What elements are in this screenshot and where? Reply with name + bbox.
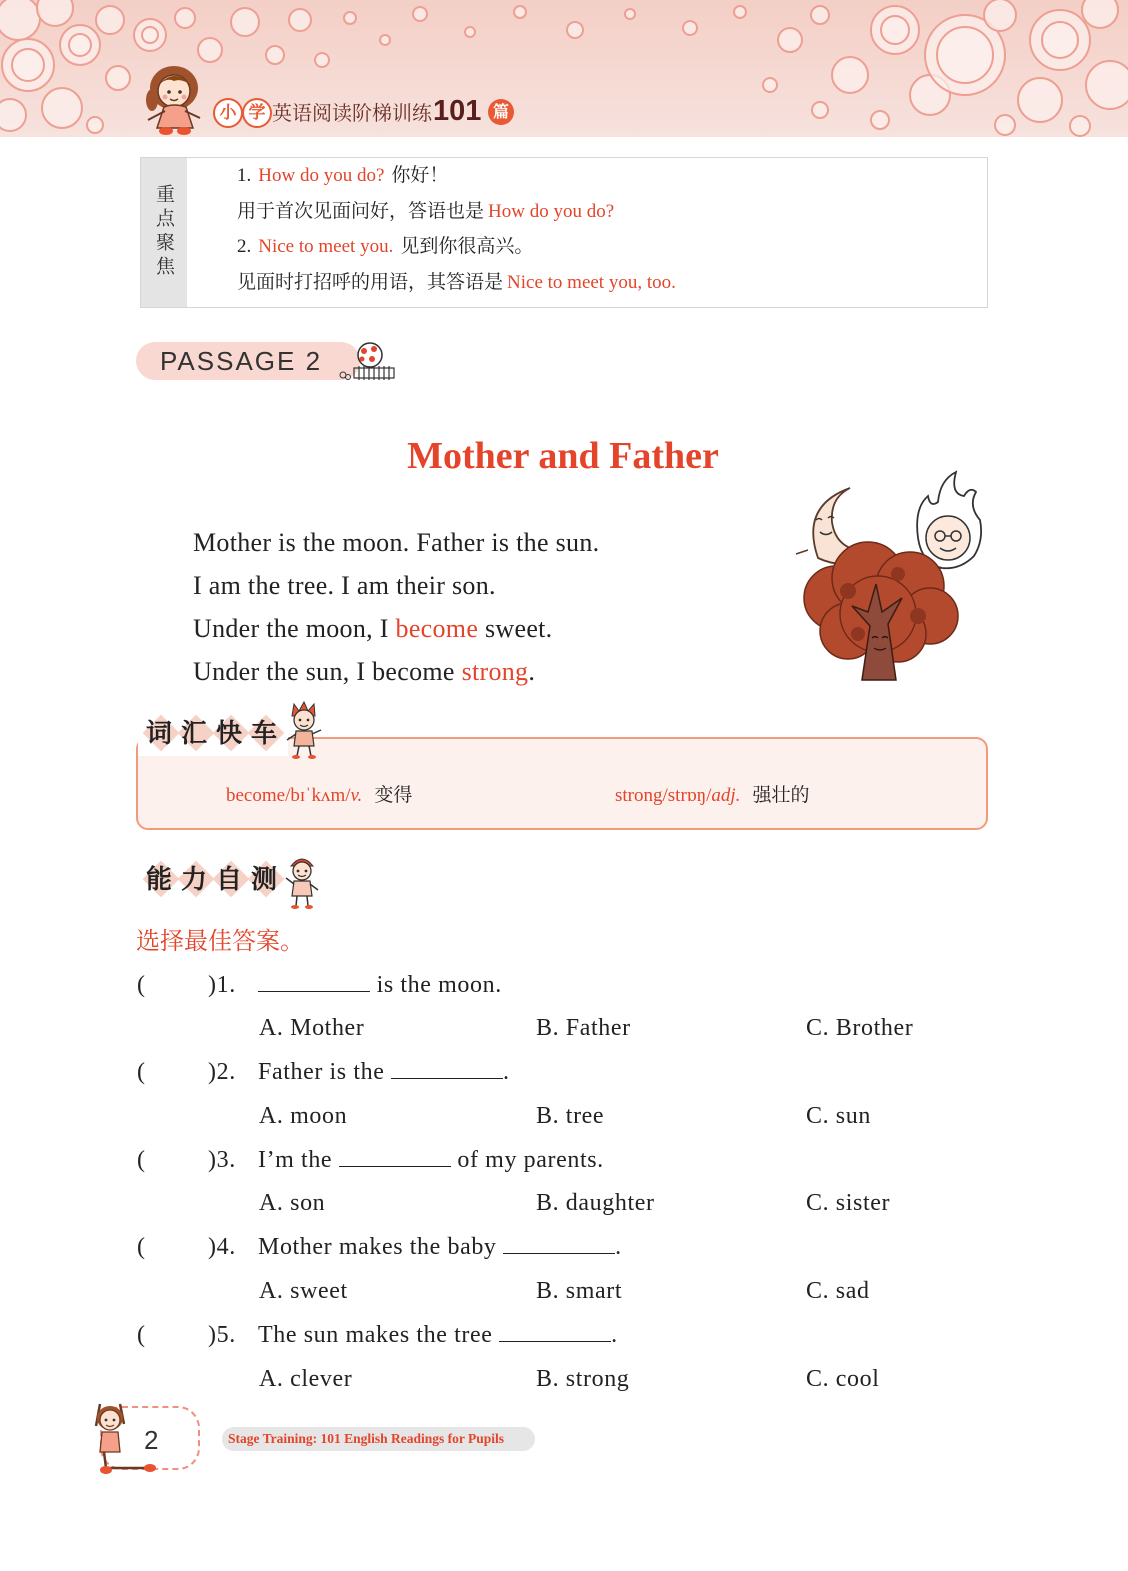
- question-number: 1.: [216, 972, 236, 998]
- key-focus-item-1: [237, 164, 448, 188]
- series-title-char-1: 小: [213, 98, 243, 128]
- vocabulary-heading: [138, 712, 288, 756]
- answer-bracket-open: (: [137, 1234, 146, 1260]
- option-a: A. moon: [259, 1103, 348, 1129]
- answer-bracket-close: )3.: [208, 1147, 236, 1173]
- answer-bracket-close: )1.: [208, 972, 236, 998]
- passage-title: Mother and Father: [407, 435, 719, 477]
- question-stem: The sun makes the tree .: [258, 1322, 618, 1348]
- item-meaning: 你好！: [391, 165, 449, 186]
- tree-fence-icon: [334, 339, 396, 383]
- vocab-meaning: 强壮的: [752, 784, 810, 806]
- answer-bracket-close: )2.: [208, 1059, 236, 1085]
- poem-line-1: Mother is the moon. Father is the sun.: [193, 528, 600, 557]
- highlighted-word: strong: [461, 657, 529, 686]
- question-number: 3.: [216, 1147, 236, 1173]
- answer-blank: [258, 971, 370, 992]
- answer-bracket-close: )5.: [208, 1322, 236, 1348]
- series-title-suffix: 篇: [488, 99, 514, 125]
- item-reply: Nice to meet you, too.: [507, 272, 676, 293]
- answer-blank: [503, 1233, 615, 1254]
- option-a: A. Mother: [259, 1015, 365, 1041]
- option-c: C. cool: [806, 1366, 880, 1392]
- question-4: [0, 1233, 1128, 1261]
- question-5-options: [0, 1365, 1128, 1393]
- poem-line-4: Under the sun, I become strong.: [193, 657, 536, 686]
- boy-mascot-icon: [284, 700, 324, 760]
- vocab-phonetic: /bɪˈkʌm/: [285, 785, 351, 806]
- key-focus-label-column: [141, 158, 187, 307]
- question-stem: Father is the .: [258, 1059, 510, 1085]
- girl-mascot-icon: [136, 58, 216, 136]
- vocab-word: become: [226, 785, 286, 806]
- key-focus-label: 重点聚焦: [153, 184, 175, 280]
- key-focus-note-1: [237, 200, 614, 224]
- passage-label-pill: [136, 342, 360, 380]
- passage-label: PASSAGE 2: [160, 346, 323, 376]
- answer-blank: [339, 1146, 451, 1167]
- question-number: 5.: [216, 1322, 236, 1348]
- item-number: 2.: [237, 236, 252, 257]
- kid-mascot-icon: [282, 852, 322, 910]
- exercise-heading-text: 能力自测: [146, 865, 287, 895]
- key-focus-item-2: [237, 235, 533, 259]
- option-a: A. son: [259, 1190, 326, 1216]
- moon-sun-tree-illustration-icon: [778, 466, 1002, 682]
- option-b: B. smart: [536, 1278, 623, 1304]
- question-3-options: [0, 1189, 1128, 1217]
- question-stem: I’m the of my parents.: [258, 1147, 604, 1173]
- exercise-heading: [138, 858, 288, 902]
- item-note: 用于首次见面问好，答语也是: [237, 201, 485, 222]
- vocabulary-entry-2: [615, 783, 809, 808]
- series-title-char-2: 学: [242, 98, 272, 128]
- question-2: [0, 1058, 1128, 1086]
- poem-line-3: Under the moon, I become sweet.: [193, 614, 553, 643]
- answer-bracket-open: (: [137, 1147, 146, 1173]
- question-1: [0, 971, 1128, 999]
- option-c: C. sun: [806, 1103, 871, 1129]
- option-c: C. Brother: [806, 1015, 914, 1041]
- option-b: B. Father: [536, 1015, 631, 1041]
- running-title: Stage Training: 101 English Readings for Pupils: [228, 1431, 505, 1446]
- question-stem: Mother makes the baby .: [258, 1234, 622, 1260]
- series-title-main: 英语阅读阶梯训练: [272, 101, 432, 125]
- vocabulary-heading-text: 词汇快车: [146, 719, 287, 749]
- vocab-word: strong: [615, 785, 663, 806]
- vocab-pos: v.: [350, 785, 363, 806]
- question-1-options: [0, 1014, 1128, 1042]
- question-number: 2.: [216, 1059, 236, 1085]
- answer-bracket-open: (: [137, 972, 146, 998]
- question-3: [0, 1146, 1128, 1174]
- question-5: [0, 1321, 1128, 1349]
- exercise-instruction: 选择最佳答案。: [136, 927, 304, 955]
- question-number: 4.: [216, 1234, 236, 1260]
- item-number: 1.: [237, 165, 252, 186]
- answer-blank: [391, 1058, 503, 1079]
- question-stem: is the moon.: [258, 971, 502, 999]
- running-title-pill: [222, 1427, 535, 1451]
- option-a: A. sweet: [259, 1278, 348, 1304]
- option-b: B. tree: [536, 1103, 605, 1129]
- item-meaning: 见到你很高兴。: [400, 236, 534, 257]
- page-number: 2: [144, 1425, 159, 1455]
- answer-bracket-close: )4.: [208, 1234, 236, 1260]
- item-phrase: Nice to meet you.: [258, 236, 394, 257]
- option-a: A. clever: [259, 1366, 353, 1392]
- option-b: B. daughter: [536, 1190, 655, 1216]
- poem-line-2: I am the tree. I am their son.: [193, 571, 496, 600]
- page-header: [0, 0, 1128, 137]
- answer-bracket-open: (: [137, 1059, 146, 1085]
- vocabulary-entry-1: [226, 783, 412, 808]
- item-note: 见面时打招呼的用语，其答语是: [237, 272, 504, 293]
- option-c: C. sad: [806, 1278, 870, 1304]
- vocab-pos: adj.: [711, 785, 741, 806]
- series-title-number: 101: [433, 95, 482, 127]
- item-phrase: How do you do?: [258, 165, 385, 186]
- option-b: B. strong: [536, 1366, 630, 1392]
- key-focus-note-2: [237, 271, 676, 295]
- vocab-phonetic: /strɒŋ/: [662, 785, 712, 806]
- highlighted-word: become: [395, 614, 479, 643]
- answer-bracket-open: (: [137, 1322, 146, 1348]
- option-c: C. sister: [806, 1190, 891, 1216]
- item-reply: How do you do?: [488, 201, 615, 222]
- question-4-options: [0, 1277, 1128, 1305]
- question-2-options: [0, 1102, 1128, 1130]
- vocab-meaning: 变得: [374, 784, 413, 806]
- answer-blank: [499, 1321, 611, 1342]
